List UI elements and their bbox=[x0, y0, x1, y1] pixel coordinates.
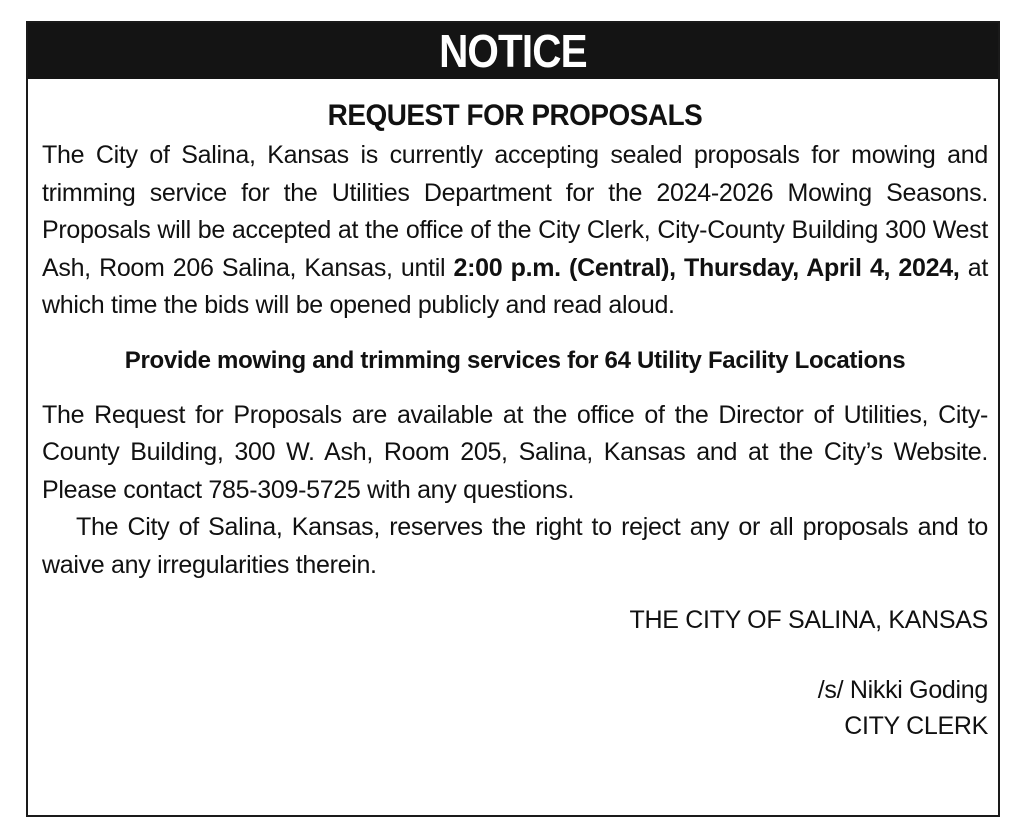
signature-organization: THE CITY OF SALINA, KANSAS bbox=[629, 606, 988, 634]
notice-content bbox=[42, 79, 988, 744]
intro-tail-text: at which time the bids will be opened publicly and read aloud. bbox=[42, 253, 988, 319]
signature-name: /s/ Nikki Goding bbox=[817, 676, 988, 704]
service-line: Provide mowing and trimming services for 64 Utility Facility Locations bbox=[124, 346, 906, 374]
notice-frame bbox=[26, 21, 1000, 817]
signature-title: CITY CLERK bbox=[844, 712, 988, 740]
deadline-text: 2:00 p.m. (Central), Thursday, April 4, 2024, bbox=[453, 253, 960, 282]
paragraph-rights: The City of Salina, Kansas, reserves the right to reject any or all proposals and to waive any irregularities therein. bbox=[42, 513, 988, 579]
intro-lead-text: The City of Salina, Kansas is currently accepting sealed proposals for mowing and trimming service for the Utilities Department for the 2024-2026 Mowing Seasons. Proposals will be accepted at the office of the City Clerk, City-County Building 300 West Ash, Room 206 Salina, Kansas, until bbox=[42, 141, 988, 282]
paragraph-availability: The Request for Proposals are available at the office of the Director of Utilities, City-County Building, 300 W. Ash, Room 205, Salina, Kansas and at the City’s Website. Please contact 785-309-5725 with any questions. bbox=[42, 400, 988, 504]
subheading: REQUEST FOR PROPOSALS bbox=[327, 99, 703, 132]
banner-title: NOTICE bbox=[439, 25, 587, 77]
notice-banner bbox=[28, 23, 998, 79]
paragraph-intro bbox=[42, 137, 988, 325]
